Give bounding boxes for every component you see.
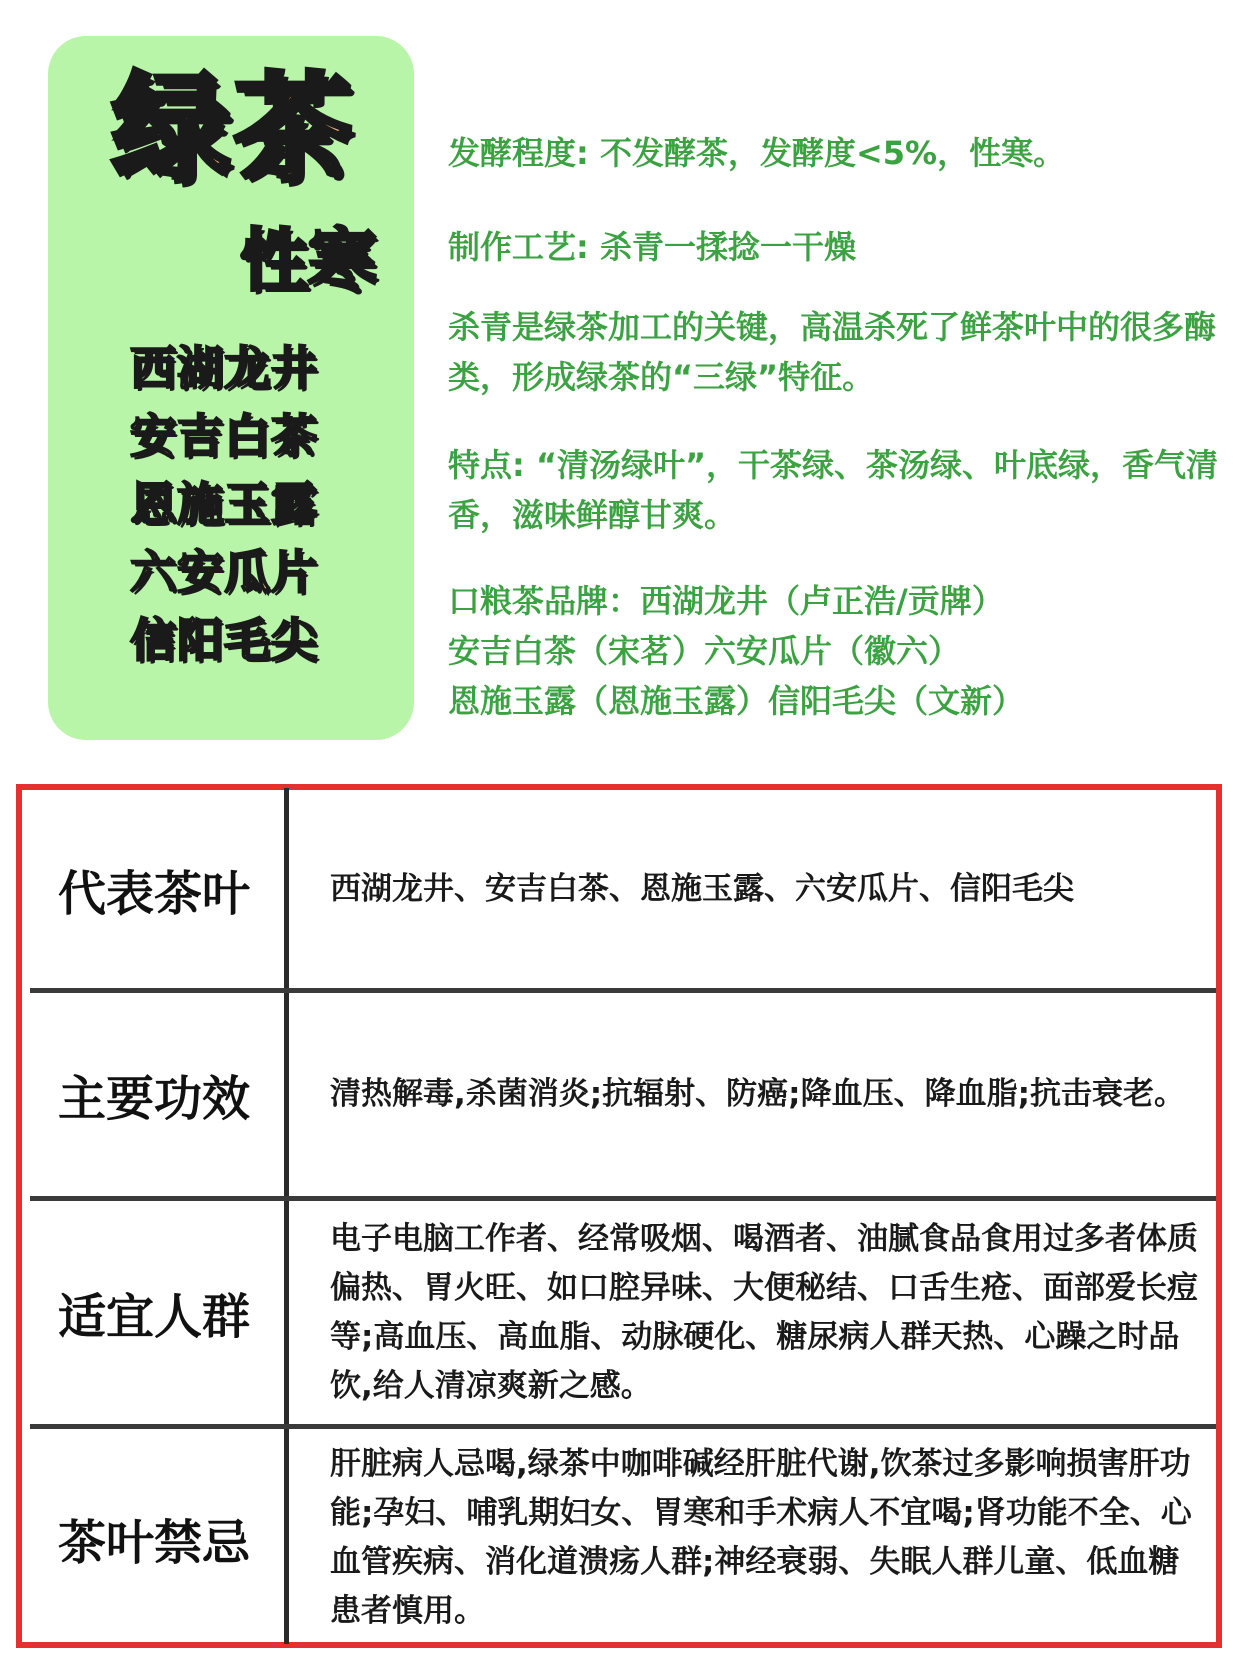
tea-list bbox=[130, 334, 318, 674]
tea-item: 安吉白茶 bbox=[130, 409, 318, 463]
info-brands bbox=[448, 576, 1218, 726]
brand-line: 安吉白茶（宋茗）六安瓜片（徽六） bbox=[448, 632, 961, 670]
row-content: 肝脏病人忌喝,绿茶中咖啡碱经肝脏代谢,饮茶过多影响损害肝功能;孕妇、哺乳期妇女、胃寒和手术病人不宜喝;肾功能不全、心血管疾病、消化道溃疡人群;神经衰弱、失眠人群儿童、低血糖患者慎用。 bbox=[330, 1446, 1192, 1629]
row-label: 主要功效 bbox=[58, 1071, 251, 1127]
tea-item: 六安瓜片 bbox=[130, 545, 318, 599]
info-process: 制作工艺: 杀青一揉捻一干燥 bbox=[448, 228, 856, 266]
info-feature: 特点: “清汤绿叶”，干茶绿、茶汤绿、叶底绿，香气清香，滋味鲜醇甘爽。 bbox=[448, 446, 1219, 534]
row-content: 清热解毒,杀菌消炎;抗辐射、防癌;降血压、降血脂;抗击衰老。 bbox=[330, 1076, 1185, 1112]
table-row bbox=[28, 1429, 1216, 1647]
row-content: 西湖龙井、安吉白茶、恩施玉露、六安瓜片、信阳毛尖 bbox=[330, 870, 1074, 907]
row-label: 适宜人群 bbox=[58, 1289, 251, 1345]
card-title: 绿茶 bbox=[112, 60, 357, 198]
tea-item: 恩施玉露 bbox=[130, 477, 318, 531]
tea-item: 信阳毛尖 bbox=[130, 613, 318, 667]
row-label: 代表茶叶 bbox=[58, 865, 251, 922]
brand-line: 恩施玉露（恩施玉露）信阳毛尖（文新） bbox=[448, 682, 1025, 720]
card-subtitle: 性寒 bbox=[240, 222, 377, 301]
row-content: 电子电脑工作者、经常吸烟、喝酒者、油腻食品食用过多者体质偏热、胃火旺、如口腔异味、大便秘结、口舌生疮、面部爱长痘等;高血压、高血脂、动脉硬化、糖尿病人群天热、心躁之时品饮,给人清凉爽新之感。 bbox=[330, 1220, 1198, 1404]
info-key: 杀青是绿茶加工的关键，高温杀死了鲜茶叶中的很多酶类，形成绿茶的“三绿”特征。 bbox=[448, 308, 1217, 396]
table-row bbox=[28, 1201, 1216, 1424]
brand-line: 口粮茶品牌：西湖龙井（卢正浩/贡牌） bbox=[448, 582, 1004, 620]
tea-item: 西湖龙井 bbox=[130, 341, 318, 395]
table-row bbox=[28, 790, 1216, 988]
table-row bbox=[28, 993, 1216, 1196]
info-ferment: 发酵程度: 不发酵茶，发酵度<5%，性寒。 bbox=[448, 134, 1066, 172]
row-label: 茶叶禁忌 bbox=[58, 1514, 251, 1571]
